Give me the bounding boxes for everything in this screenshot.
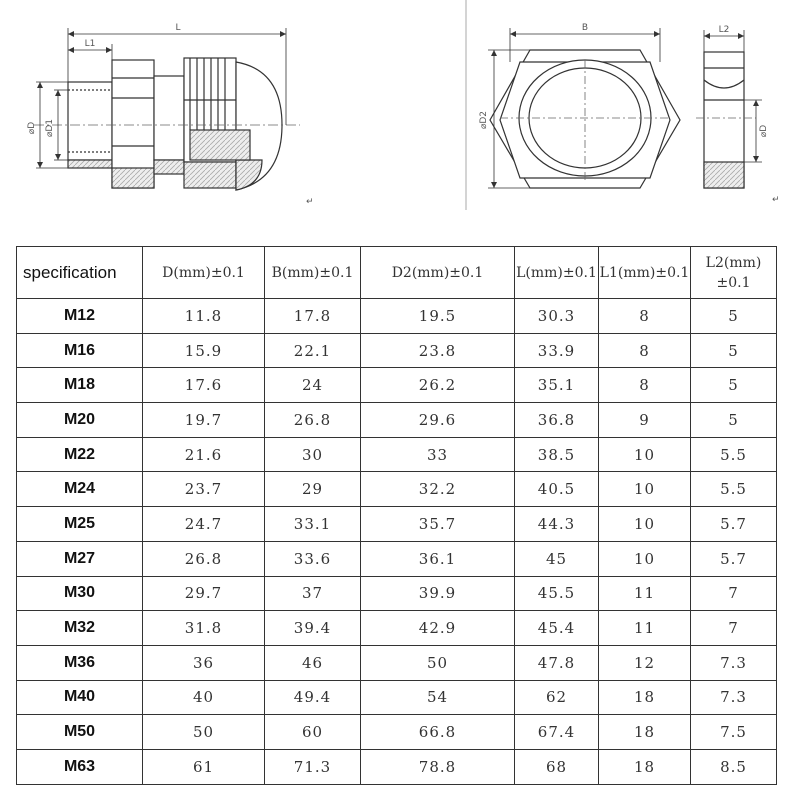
table-row	[17, 507, 777, 542]
cell-spec: M50	[17, 715, 143, 750]
cell-l1: 11	[599, 611, 691, 646]
table-row	[17, 333, 777, 368]
cell-b: 17.8	[265, 299, 361, 334]
cell-l2: 7	[691, 576, 777, 611]
return-mark: ↵	[306, 197, 314, 207]
cell-l2: 5	[691, 368, 777, 403]
table-row	[17, 541, 777, 576]
technical-drawings	[0, 0, 800, 215]
cell-d2: 54	[361, 680, 515, 715]
cell-l2: 5	[691, 333, 777, 368]
table-row	[17, 472, 777, 507]
cell-l: 35.1	[515, 368, 599, 403]
label-L: L	[175, 23, 181, 33]
cell-d2: 35.7	[361, 507, 515, 542]
cell-b: 37	[265, 576, 361, 611]
cell-l1: 18	[599, 680, 691, 715]
cell-l2: 7.3	[691, 645, 777, 680]
cell-d2: 19.5	[361, 299, 515, 334]
cell-l2: 5	[691, 403, 777, 438]
cell-spec: M27	[17, 541, 143, 576]
table-row	[17, 437, 777, 472]
lock-nut-side-view	[696, 30, 780, 205]
header-l: L(mm)±0.1	[515, 247, 599, 299]
cell-l1: 12	[599, 645, 691, 680]
cell-b: 39.4	[265, 611, 361, 646]
cable-gland-side-view	[34, 28, 314, 207]
cell-d: 21.6	[143, 437, 265, 472]
cell-l: 38.5	[515, 437, 599, 472]
cell-b: 22.1	[265, 333, 361, 368]
label-D2: ⌀D2	[479, 110, 489, 130]
table-row	[17, 403, 777, 438]
cell-l: 45.4	[515, 611, 599, 646]
cell-d2: 33	[361, 437, 515, 472]
cell-spec: M63	[17, 749, 143, 784]
table-row	[17, 611, 777, 646]
cell-l: 62	[515, 680, 599, 715]
cell-spec: M20	[17, 403, 143, 438]
cell-spec: M32	[17, 611, 143, 646]
cell-d: 50	[143, 715, 265, 750]
cell-l1: 8	[599, 333, 691, 368]
label-B: B	[581, 23, 589, 33]
cell-d2: 39.9	[361, 576, 515, 611]
table-row	[17, 299, 777, 334]
cell-l1: 18	[599, 715, 691, 750]
cell-l1: 8	[599, 368, 691, 403]
cell-l: 68	[515, 749, 599, 784]
cell-spec: M22	[17, 437, 143, 472]
cell-l2: 5	[691, 299, 777, 334]
table-row	[17, 645, 777, 680]
cell-l1: 18	[599, 749, 691, 784]
cell-l: 36.8	[515, 403, 599, 438]
cell-l: 47.8	[515, 645, 599, 680]
cell-spec: M12	[17, 299, 143, 334]
cell-d: 26.8	[143, 541, 265, 576]
label-D1: ⌀D1	[45, 118, 55, 138]
cell-spec: M36	[17, 645, 143, 680]
cell-d: 36	[143, 645, 265, 680]
cell-b: 33.1	[265, 507, 361, 542]
cell-d2: 26.2	[361, 368, 515, 403]
drawing-canvas	[0, 0, 800, 215]
cell-d: 17.6	[143, 368, 265, 403]
cell-spec: M18	[17, 368, 143, 403]
cell-d2: 50	[361, 645, 515, 680]
cell-d: 40	[143, 680, 265, 715]
cell-d2: 32.2	[361, 472, 515, 507]
cell-l2: 7	[691, 611, 777, 646]
label-L1: L1	[84, 39, 96, 49]
cell-d: 23.7	[143, 472, 265, 507]
cell-d: 19.7	[143, 403, 265, 438]
cell-l2: 7.3	[691, 680, 777, 715]
cell-l2: 5.5	[691, 472, 777, 507]
cell-b: 49.4	[265, 680, 361, 715]
cell-l: 44.3	[515, 507, 599, 542]
cell-d: 29.7	[143, 576, 265, 611]
cell-d2: 36.1	[361, 541, 515, 576]
table-row	[17, 576, 777, 611]
cell-d2: 29.6	[361, 403, 515, 438]
table-row	[17, 715, 777, 750]
cell-l1: 10	[599, 437, 691, 472]
cell-d2: 23.8	[361, 333, 515, 368]
cell-b: 24	[265, 368, 361, 403]
cell-spec: M24	[17, 472, 143, 507]
cell-l: 30.3	[515, 299, 599, 334]
cell-d: 61	[143, 749, 265, 784]
table-header-row	[17, 247, 777, 299]
cell-d: 31.8	[143, 611, 265, 646]
header-specification: specification	[17, 247, 143, 299]
cell-d2: 66.8	[361, 715, 515, 750]
cell-b: 33.6	[265, 541, 361, 576]
header-d: D(mm)±0.1	[143, 247, 265, 299]
label-nut-D: ⌀D	[759, 124, 769, 138]
cell-spec: M16	[17, 333, 143, 368]
cell-d2: 78.8	[361, 749, 515, 784]
cell-b: 29	[265, 472, 361, 507]
table-row	[17, 680, 777, 715]
cell-b: 26.8	[265, 403, 361, 438]
header-b: B(mm)±0.1	[265, 247, 361, 299]
cell-l: 40.5	[515, 472, 599, 507]
cell-l2: 5.7	[691, 507, 777, 542]
lock-nut-front-view	[466, 0, 680, 210]
cell-spec: M25	[17, 507, 143, 542]
table-row	[17, 749, 777, 784]
cell-l2: 7.5	[691, 715, 777, 750]
header-l2: L2(mm)±0.1	[691, 247, 777, 299]
cell-spec: M40	[17, 680, 143, 715]
cell-l: 45.5	[515, 576, 599, 611]
cell-l2: 5.7	[691, 541, 777, 576]
cell-spec: M30	[17, 576, 143, 611]
label-D: ⌀D	[27, 121, 37, 135]
header-d2: D2(mm)±0.1	[361, 247, 515, 299]
cell-b: 46	[265, 645, 361, 680]
cell-b: 60	[265, 715, 361, 750]
cell-l2: 5.5	[691, 437, 777, 472]
cell-l1: 10	[599, 507, 691, 542]
return-mark-2: ↵	[772, 195, 780, 205]
label-L2: L2	[718, 25, 730, 35]
cell-d2: 42.9	[361, 611, 515, 646]
cell-l1: 9	[599, 403, 691, 438]
cell-b: 30	[265, 437, 361, 472]
table-body	[17, 299, 777, 785]
table-row	[17, 368, 777, 403]
specification-table	[16, 246, 777, 785]
cell-l2: 8.5	[691, 749, 777, 784]
cell-l: 67.4	[515, 715, 599, 750]
cell-d: 24.7	[143, 507, 265, 542]
cell-l1: 10	[599, 472, 691, 507]
cell-l: 45	[515, 541, 599, 576]
cell-b: 71.3	[265, 749, 361, 784]
cell-d: 11.8	[143, 299, 265, 334]
cell-l1: 11	[599, 576, 691, 611]
cell-l1: 8	[599, 299, 691, 334]
cell-l1: 10	[599, 541, 691, 576]
header-l1: L1(mm)±0.1	[599, 247, 691, 299]
cell-d: 15.9	[143, 333, 265, 368]
cell-l: 33.9	[515, 333, 599, 368]
